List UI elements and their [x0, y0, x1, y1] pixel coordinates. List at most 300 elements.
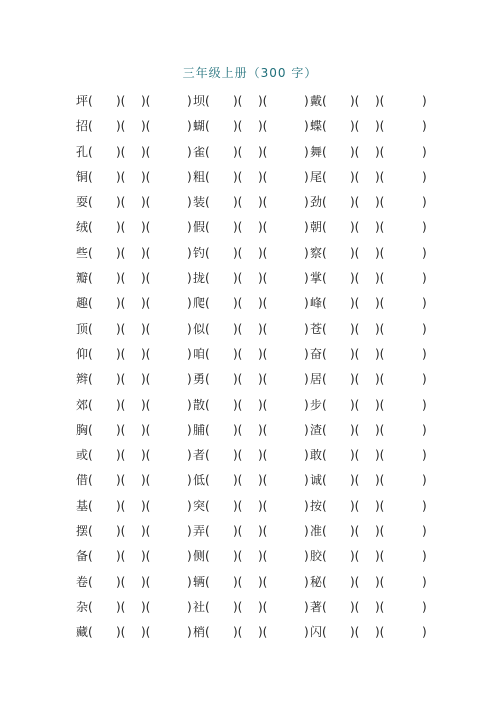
- blank-paren: (: [322, 94, 327, 108]
- blank-paren: ): [187, 524, 192, 539]
- blank-paren: )(: [258, 498, 268, 513]
- blank-paren: ): [422, 94, 427, 108]
- blank-paren: ): [187, 296, 192, 311]
- blank-paren: ): [422, 448, 427, 463]
- blank-paren: )(: [116, 296, 126, 311]
- blank-paren: ): [304, 296, 309, 311]
- blank-paren: )(: [116, 549, 126, 564]
- blank-paren: ): [422, 574, 427, 589]
- character: 绒: [76, 220, 89, 235]
- blank-paren: (: [205, 220, 210, 235]
- blank-paren: ): [304, 271, 309, 286]
- worksheet-row: [0, 269, 500, 294]
- blank-paren: )(: [141, 169, 151, 184]
- character: 似: [193, 321, 206, 336]
- character: 或: [76, 448, 89, 463]
- blank-paren: )(: [141, 346, 151, 361]
- blank-paren: )(: [116, 625, 126, 640]
- character: 拢: [193, 271, 206, 286]
- blank-paren: ): [304, 549, 309, 564]
- character: 梢: [193, 625, 206, 640]
- blank-paren: )(: [375, 372, 385, 387]
- blank-paren: ): [304, 220, 309, 235]
- blank-paren: (: [88, 346, 93, 361]
- blank-paren: )(: [350, 397, 360, 412]
- character: 杂: [76, 599, 89, 614]
- character: 仰: [76, 346, 89, 361]
- character-table: [0, 92, 500, 649]
- character: 散: [193, 397, 206, 412]
- blank-paren: )(: [141, 498, 151, 513]
- character: 胶: [310, 549, 323, 564]
- blank-paren: )(: [233, 271, 243, 286]
- blank-paren: (: [205, 599, 210, 614]
- blank-paren: )(: [375, 599, 385, 614]
- blank-paren: ): [187, 372, 192, 387]
- blank-paren: )(: [141, 94, 151, 108]
- blank-paren: )(: [141, 524, 151, 539]
- blank-paren: )(: [233, 498, 243, 513]
- blank-paren: )(: [375, 271, 385, 286]
- blank-paren: )(: [116, 448, 126, 463]
- blank-paren: )(: [350, 448, 360, 463]
- blank-paren: )(: [375, 346, 385, 361]
- character: 步: [310, 397, 323, 412]
- blank-paren: ): [422, 220, 427, 235]
- blank-paren: ): [304, 321, 309, 336]
- blank-paren: (: [205, 144, 210, 159]
- character: 郊: [76, 397, 89, 412]
- blank-paren: ): [187, 599, 192, 614]
- blank-paren: )(: [350, 422, 360, 437]
- character: 咱: [193, 346, 206, 361]
- blank-paren: (: [205, 296, 210, 311]
- worksheet-row: [0, 370, 500, 395]
- blank-paren: )(: [350, 372, 360, 387]
- blank-paren: (: [205, 346, 210, 361]
- blank-paren: ): [304, 524, 309, 539]
- blank-paren: )(: [141, 473, 151, 488]
- character: 朝: [310, 220, 323, 235]
- blank-paren: (: [205, 422, 210, 437]
- character: 卷: [76, 574, 89, 589]
- blank-paren: )(: [116, 169, 126, 184]
- blank-paren: (: [88, 245, 93, 260]
- blank-paren: )(: [116, 220, 126, 235]
- worksheet-row: [0, 497, 500, 522]
- blank-paren: )(: [350, 346, 360, 361]
- blank-paren: )(: [375, 94, 385, 108]
- blank-paren: )(: [116, 94, 126, 108]
- blank-paren: )(: [233, 574, 243, 589]
- blank-paren: ): [187, 271, 192, 286]
- blank-paren: (: [88, 296, 93, 311]
- blank-paren: )(: [258, 625, 268, 640]
- blank-paren: ): [422, 372, 427, 387]
- blank-paren: )(: [116, 245, 126, 260]
- blank-paren: ): [422, 346, 427, 361]
- blank-paren: )(: [141, 321, 151, 336]
- worksheet-row: [0, 471, 500, 496]
- blank-paren: )(: [116, 498, 126, 513]
- blank-paren: )(: [141, 119, 151, 134]
- blank-paren: ): [422, 422, 427, 437]
- character: 坝: [193, 94, 206, 108]
- blank-paren: (: [88, 195, 93, 210]
- blank-paren: (: [322, 144, 327, 159]
- blank-paren: )(: [141, 372, 151, 387]
- blank-paren: (: [88, 498, 93, 513]
- blank-paren: ): [187, 119, 192, 134]
- blank-paren: ): [422, 195, 427, 210]
- worksheet-row: [0, 421, 500, 446]
- blank-paren: ): [187, 574, 192, 589]
- blank-paren: ): [304, 625, 309, 640]
- blank-paren: )(: [233, 549, 243, 564]
- blank-paren: (: [88, 549, 93, 564]
- blank-paren: )(: [258, 397, 268, 412]
- blank-paren: (: [205, 372, 210, 387]
- blank-paren: (: [322, 271, 327, 286]
- blank-paren: )(: [375, 321, 385, 336]
- blank-paren: )(: [258, 94, 268, 108]
- blank-paren: ): [304, 498, 309, 513]
- character: 低: [193, 473, 206, 488]
- blank-paren: )(: [233, 346, 243, 361]
- blank-paren: )(: [258, 346, 268, 361]
- worksheet-row: [0, 294, 500, 319]
- blank-paren: )(: [116, 599, 126, 614]
- character: 突: [193, 498, 206, 513]
- blank-paren: ): [187, 346, 192, 361]
- worksheet-row: [0, 168, 500, 193]
- blank-paren: )(: [233, 245, 243, 260]
- blank-paren: )(: [258, 448, 268, 463]
- blank-paren: )(: [141, 144, 151, 159]
- blank-paren: )(: [375, 422, 385, 437]
- character: 社: [193, 599, 206, 614]
- character: 假: [193, 220, 206, 235]
- blank-paren: )(: [233, 625, 243, 640]
- character: 劲: [310, 195, 323, 210]
- blank-paren: )(: [375, 625, 385, 640]
- blank-paren: )(: [350, 321, 360, 336]
- character: 孔: [76, 144, 89, 159]
- blank-paren: )(: [233, 599, 243, 614]
- blank-paren: ): [187, 422, 192, 437]
- worksheet-row: [0, 143, 500, 168]
- blank-paren: )(: [258, 321, 268, 336]
- blank-paren: (: [205, 448, 210, 463]
- blank-paren: )(: [233, 220, 243, 235]
- blank-paren: )(: [141, 599, 151, 614]
- blank-paren: )(: [375, 245, 385, 260]
- blank-paren: )(: [116, 321, 126, 336]
- blank-paren: )(: [375, 448, 385, 463]
- blank-paren: )(: [350, 169, 360, 184]
- character: 者: [193, 448, 206, 463]
- character: 侧: [193, 549, 206, 564]
- character: 奋: [310, 346, 323, 361]
- blank-paren: )(: [350, 574, 360, 589]
- blank-paren: )(: [116, 346, 126, 361]
- blank-paren: ): [422, 296, 427, 311]
- blank-paren: )(: [258, 296, 268, 311]
- blank-paren: )(: [233, 321, 243, 336]
- blank-paren: )(: [141, 422, 151, 437]
- worksheet-row: [0, 244, 500, 269]
- blank-paren: )(: [350, 94, 360, 108]
- character: 敢: [310, 448, 323, 463]
- blank-paren: (: [88, 144, 93, 159]
- worksheet-row: [0, 193, 500, 218]
- blank-paren: )(: [350, 524, 360, 539]
- blank-paren: ): [422, 144, 427, 159]
- blank-paren: ): [422, 473, 427, 488]
- blank-paren: )(: [375, 220, 385, 235]
- character: 铜: [76, 169, 89, 184]
- character: 钓: [193, 245, 206, 260]
- blank-paren: )(: [141, 220, 151, 235]
- blank-paren: ): [422, 397, 427, 412]
- blank-paren: (: [205, 169, 210, 184]
- character: 基: [76, 498, 89, 513]
- character: 脯: [193, 422, 206, 437]
- blank-paren: )(: [141, 448, 151, 463]
- blank-paren: ): [187, 245, 192, 260]
- blank-paren: )(: [350, 498, 360, 513]
- blank-paren: ): [422, 245, 427, 260]
- blank-paren: (: [322, 195, 327, 210]
- blank-paren: ): [304, 372, 309, 387]
- blank-paren: (: [88, 119, 93, 134]
- blank-paren: (: [88, 271, 93, 286]
- blank-paren: ): [304, 119, 309, 134]
- character: 辫: [76, 372, 89, 387]
- blank-paren: )(: [350, 220, 360, 235]
- character: 戴: [310, 94, 323, 108]
- blank-paren: )(: [233, 448, 243, 463]
- blank-paren: ): [304, 397, 309, 412]
- blank-paren: )(: [375, 144, 385, 159]
- character: 蝶: [310, 119, 323, 134]
- blank-paren: )(: [116, 372, 126, 387]
- character: 招: [76, 119, 89, 134]
- blank-paren: ): [422, 549, 427, 564]
- character: 借: [76, 473, 89, 488]
- blank-paren: )(: [233, 94, 243, 108]
- character: 准: [310, 524, 323, 539]
- character: 耍: [76, 195, 89, 210]
- blank-paren: )(: [375, 498, 385, 513]
- blank-paren: (: [322, 549, 327, 564]
- blank-paren: )(: [233, 119, 243, 134]
- blank-paren: (: [205, 574, 210, 589]
- blank-paren: )(: [350, 296, 360, 311]
- blank-paren: (: [88, 169, 93, 184]
- blank-paren: )(: [258, 220, 268, 235]
- blank-paren: (: [205, 473, 210, 488]
- blank-paren: )(: [258, 144, 268, 159]
- character: 粗: [193, 169, 206, 184]
- blank-paren: (: [88, 220, 93, 235]
- blank-paren: )(: [258, 599, 268, 614]
- blank-paren: ): [304, 422, 309, 437]
- blank-paren: )(: [375, 296, 385, 311]
- blank-paren: (: [88, 372, 93, 387]
- blank-paren: )(: [141, 296, 151, 311]
- blank-paren: (: [88, 473, 93, 488]
- blank-paren: )(: [233, 524, 243, 539]
- blank-paren: )(: [350, 119, 360, 134]
- blank-paren: (: [322, 119, 327, 134]
- blank-paren: (: [322, 448, 327, 463]
- blank-paren: )(: [141, 195, 151, 210]
- blank-paren: )(: [350, 195, 360, 210]
- worksheet-row: [0, 320, 500, 345]
- blank-paren: ): [422, 625, 427, 640]
- worksheet-row: [0, 522, 500, 547]
- blank-paren: )(: [258, 195, 268, 210]
- blank-paren: (: [322, 473, 327, 488]
- character: 爬: [193, 296, 206, 311]
- character: 尾: [310, 169, 323, 184]
- blank-paren: ): [187, 448, 192, 463]
- blank-paren: (: [322, 397, 327, 412]
- blank-paren: (: [88, 321, 93, 336]
- character: 秘: [310, 574, 323, 589]
- blank-paren: (: [322, 625, 327, 640]
- blank-paren: (: [205, 245, 210, 260]
- blank-paren: ): [304, 448, 309, 463]
- blank-paren: )(: [258, 119, 268, 134]
- blank-paren: )(: [141, 245, 151, 260]
- blank-paren: (: [205, 397, 210, 412]
- blank-paren: ): [422, 119, 427, 134]
- blank-paren: )(: [233, 422, 243, 437]
- blank-paren: (: [322, 599, 327, 614]
- blank-paren: )(: [233, 397, 243, 412]
- blank-paren: )(: [350, 625, 360, 640]
- character: 察: [310, 245, 323, 260]
- worksheet-row: [0, 547, 500, 572]
- blank-paren: )(: [375, 574, 385, 589]
- blank-paren: )(: [116, 144, 126, 159]
- blank-paren: )(: [375, 195, 385, 210]
- blank-paren: )(: [116, 195, 126, 210]
- character: 胸: [76, 422, 89, 437]
- blank-paren: (: [322, 169, 327, 184]
- blank-paren: )(: [233, 372, 243, 387]
- blank-paren: ): [422, 498, 427, 513]
- blank-paren: ): [422, 271, 427, 286]
- character: 诚: [310, 473, 323, 488]
- blank-paren: ): [304, 169, 309, 184]
- blank-paren: )(: [258, 169, 268, 184]
- character: 备: [76, 549, 89, 564]
- blank-paren: (: [205, 625, 210, 640]
- blank-paren: ): [187, 549, 192, 564]
- blank-paren: )(: [350, 245, 360, 260]
- blank-paren: ): [304, 245, 309, 260]
- character: 苍: [310, 321, 323, 336]
- worksheet-row: [0, 218, 500, 243]
- blank-paren: ): [304, 144, 309, 159]
- blank-paren: )(: [116, 524, 126, 539]
- character: 舞: [310, 144, 323, 159]
- character: 趣: [76, 296, 89, 311]
- character: 摆: [76, 524, 89, 539]
- worksheet-row: [0, 446, 500, 471]
- blank-paren: )(: [375, 524, 385, 539]
- worksheet-row: [0, 573, 500, 598]
- character: 闪: [310, 625, 323, 640]
- blank-paren: ): [187, 220, 192, 235]
- blank-paren: )(: [233, 473, 243, 488]
- blank-paren: (: [88, 524, 93, 539]
- blank-paren: )(: [258, 524, 268, 539]
- blank-paren: ): [304, 94, 309, 108]
- blank-paren: (: [322, 498, 327, 513]
- blank-paren: ): [422, 169, 427, 184]
- page-title: 三年级上册（300 字）: [182, 66, 318, 80]
- character: 顶: [76, 321, 89, 336]
- blank-paren: ): [187, 397, 192, 412]
- blank-paren: (: [88, 599, 93, 614]
- blank-paren: )(: [116, 422, 126, 437]
- blank-paren: ): [422, 321, 427, 336]
- blank-paren: (: [205, 119, 210, 134]
- blank-paren: (: [322, 346, 327, 361]
- blank-paren: ): [304, 599, 309, 614]
- character: 著: [310, 599, 323, 614]
- blank-paren: )(: [116, 119, 126, 134]
- blank-paren: ): [422, 599, 427, 614]
- character: 瓣: [76, 271, 89, 286]
- blank-paren: )(: [258, 271, 268, 286]
- character: 峰: [310, 296, 323, 311]
- blank-paren: (: [205, 321, 210, 336]
- blank-paren: (: [88, 574, 93, 589]
- blank-paren: (: [322, 220, 327, 235]
- blank-paren: ): [422, 524, 427, 539]
- character: 装: [193, 195, 206, 210]
- blank-paren: )(: [258, 549, 268, 564]
- blank-paren: (: [88, 94, 93, 108]
- blank-paren: ): [304, 195, 309, 210]
- character: 勇: [193, 372, 206, 387]
- character: 渣: [310, 422, 323, 437]
- character: 辆: [193, 574, 206, 589]
- character: 居: [310, 372, 323, 387]
- worksheet-row: [0, 598, 500, 623]
- blank-paren: (: [205, 195, 210, 210]
- blank-paren: (: [322, 321, 327, 336]
- worksheet-row: [0, 345, 500, 370]
- blank-paren: ): [304, 473, 309, 488]
- blank-paren: )(: [350, 271, 360, 286]
- blank-paren: (: [88, 448, 93, 463]
- worksheet-row: [0, 92, 500, 117]
- blank-paren: )(: [116, 473, 126, 488]
- character: 雀: [193, 144, 206, 159]
- worksheet-row: [0, 396, 500, 421]
- blank-paren: )(: [375, 397, 385, 412]
- blank-paren: )(: [258, 245, 268, 260]
- blank-paren: )(: [233, 169, 243, 184]
- blank-paren: )(: [350, 473, 360, 488]
- blank-paren: ): [187, 94, 192, 108]
